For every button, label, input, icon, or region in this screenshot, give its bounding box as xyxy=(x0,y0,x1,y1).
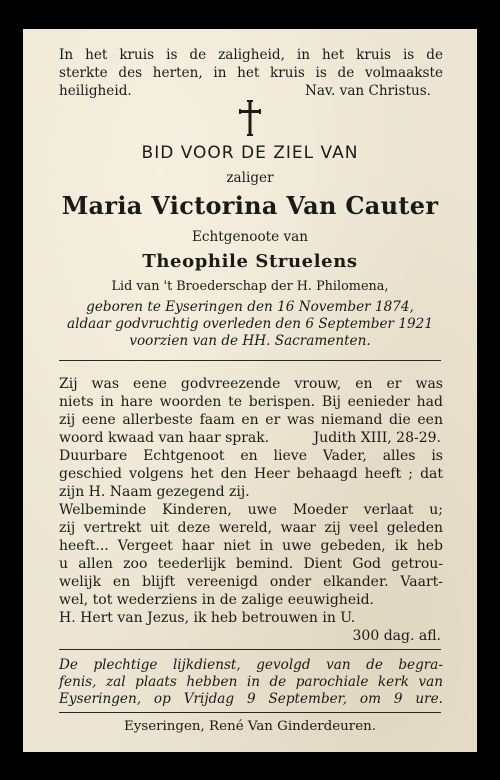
body-line: zij eene allerbeste faam en er was niemand die een xyxy=(59,412,443,428)
printer-line: Eyseringen, René Van Ginderdeuren. xyxy=(123,719,377,734)
funeral-line: fenis, zal plaats hebben in de parochiale kerk van xyxy=(59,674,443,690)
sacraments-line: voorzien van de HH. Sacramenten. xyxy=(129,333,371,349)
divider xyxy=(59,360,441,361)
body-line: geschied volgens het den Heer behaagd heeft ; dat xyxy=(59,466,443,482)
body-line: zij vertrekt uit deze wereld, waar zij veel geleden xyxy=(59,520,443,536)
body-line: wel, tot wederziens in de zalige eeuwigheid. xyxy=(59,592,374,608)
spouse-intro: Echtgenoote van xyxy=(192,229,308,245)
body-line: u allen zoo teederlijk bemind. Dient God getrou- xyxy=(59,556,443,572)
death-line: aldaar godvruchtig overleden den 6 September 1921 xyxy=(67,316,433,332)
cross-icon xyxy=(239,99,261,137)
funeral-line: De plechtige lijkdienst, gevolgd van de begra- xyxy=(59,657,443,673)
funeral-line: Eyseringen, op Vrijdag 9 September, om 9 ure. xyxy=(59,691,443,707)
deceased-name: Maria Victorina Van Cauter xyxy=(61,191,439,220)
body-line: niets in hare woorden te berispen. Bij eenieder had xyxy=(59,394,443,410)
body-line: woord kwaad van haar sprak. xyxy=(59,430,270,446)
birth-line: geboren te Eyseringen den 16 November 1874, xyxy=(86,299,414,315)
quote-line: heiligheid. xyxy=(59,83,132,99)
divider xyxy=(59,649,441,650)
memorial-card xyxy=(23,29,477,752)
body-line: welijk en blijft vereenigd onder elkander. Vaart- xyxy=(59,574,443,590)
quote-line: In het kruis is de zaligheid, in het kruis is de xyxy=(59,47,443,63)
scripture-reference: Judith XIII, 28-29. xyxy=(313,430,441,446)
prayer-heading: BID VOOR DE ZIEL VAN xyxy=(141,143,359,163)
invocation-line: H. Hert van Jezus, ik heb betrouwen in U. xyxy=(59,610,356,626)
divider xyxy=(59,712,441,713)
quote-line: sterkte des herten, in het kruis is de volmaakste xyxy=(59,65,443,81)
body-line: Duurbare Echtgenoot en lieve Vader, alles is xyxy=(59,448,443,464)
body-line: zijn H. Naam gezegend zij. xyxy=(59,484,250,500)
membership-line: Lid van 't Broederschap der H. Philomena, xyxy=(111,279,389,294)
zaliger-label: zaliger xyxy=(226,170,274,186)
body-line: heeft... Vergeet haar niet in uwe gebeden, ik heb xyxy=(59,538,443,554)
quote-attribution: Nav. van Christus. xyxy=(304,83,431,99)
body-line: Zij was eene godvreezende vrouw, en er was xyxy=(59,376,443,392)
body-line: Welbeminde Kinderen, uwe Moeder verlaat u; xyxy=(59,502,443,518)
spouse-name: Theophile Struelens xyxy=(142,251,358,272)
indulgence-line: 300 dag. afl. xyxy=(352,628,441,644)
